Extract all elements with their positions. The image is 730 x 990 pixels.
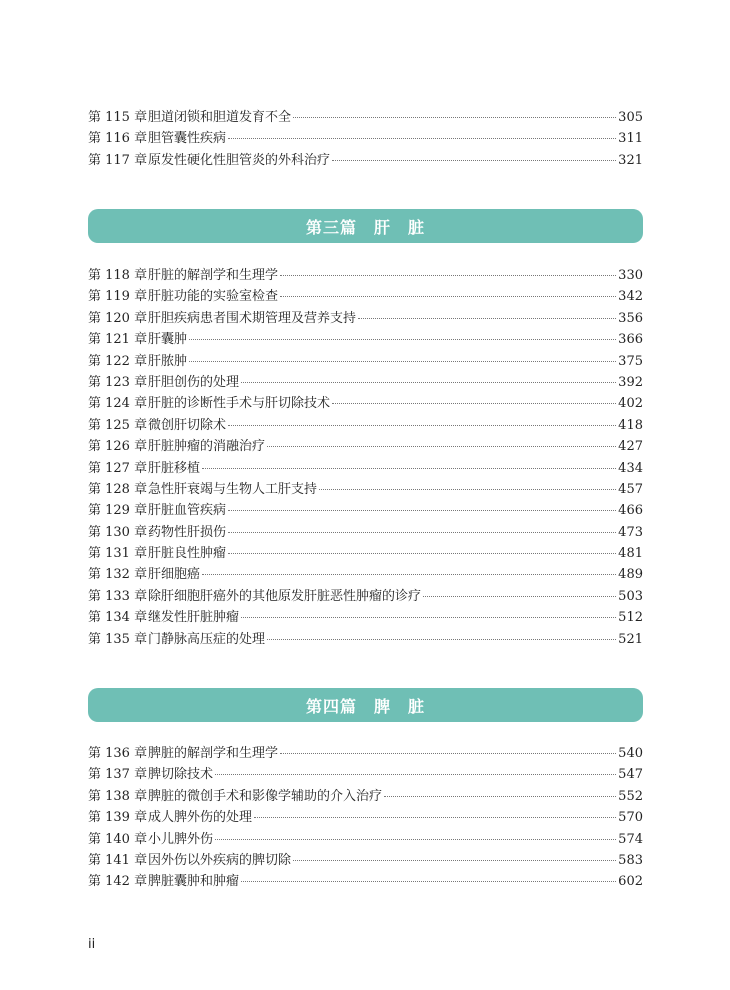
chapter-title: 肝脏的解剖学和生理学 [148, 268, 279, 283]
chapter-number: 第 141 章 [88, 852, 148, 868]
chapter-title: 脾脏囊肿和肿瘤 [148, 874, 240, 890]
leader-dots [319, 489, 616, 490]
toc-block-part-three [88, 265, 643, 650]
chapter-title: 肝脏良性肿瘤 [148, 546, 227, 562]
leader-dots [384, 796, 616, 797]
leader-dots [423, 596, 616, 597]
chapter-number: 第 120 章 [88, 310, 148, 326]
page-number: 366 [618, 332, 643, 348]
chapter-title: 肝脓肿 [148, 353, 188, 369]
chapter-number: 第 129 章 [88, 503, 148, 519]
chapter-number: 第 133 章 [88, 588, 148, 604]
chapter-title: 肝脏的诊断性手术与肝切除技术 [148, 396, 331, 412]
part-four-banner[interactable]: 第四篇 脾 脏 [88, 688, 643, 722]
page-number: 457 [618, 481, 643, 497]
toc-entry[interactable] [88, 150, 643, 171]
page-number: 512 [618, 610, 643, 626]
chapter-title: 小儿脾外伤 [148, 831, 214, 847]
chapter-number: 第 139 章 [88, 810, 148, 826]
page-number: 540 [618, 746, 643, 761]
chapter-number: 第 116 章 [88, 131, 148, 147]
toc-entry[interactable] [88, 564, 643, 585]
page-number: 481 [618, 546, 643, 562]
chapter-title: 肝胆创伤的处理 [148, 374, 240, 390]
chapter-title: 肝脏血管疾病 [148, 503, 227, 519]
chapter-title: 脾脏的微创手术和影像学辅助的介入治疗 [148, 788, 383, 804]
toc-entry[interactable] [88, 393, 643, 414]
page-number: 321 [618, 152, 643, 168]
page-number: 570 [618, 810, 643, 826]
chapter-number: 第 127 章 [88, 460, 148, 476]
chapter-number: 第 140 章 [88, 831, 148, 847]
chapter-number: 第 121 章 [88, 332, 148, 348]
leader-dots [241, 881, 616, 882]
leader-dots [280, 753, 616, 754]
toc-entry[interactable] [88, 128, 643, 149]
toc-entry[interactable] [88, 479, 643, 500]
chapter-title: 肝细胞癌 [148, 567, 201, 583]
part-three-banner[interactable]: 第三篇 肝 脏 [88, 209, 643, 243]
toc-entry[interactable] [88, 308, 643, 329]
leader-dots [254, 817, 616, 818]
chapter-number: 第 131 章 [88, 546, 148, 562]
chapter-number: 第 128 章 [88, 481, 148, 497]
page-number: 574 [618, 831, 643, 847]
page-number: 392 [618, 374, 643, 390]
leader-dots [189, 361, 616, 362]
chapter-number: 第 136 章 [88, 746, 148, 761]
chapter-number: 第 134 章 [88, 610, 148, 626]
toc-entry[interactable] [88, 458, 643, 479]
chapter-number: 第 115 章 [88, 110, 148, 125]
toc-entry[interactable] [88, 850, 643, 871]
chapter-number: 第 138 章 [88, 788, 148, 804]
toc-entry[interactable] [88, 286, 643, 307]
page-number: 427 [618, 439, 643, 455]
chapter-number: 第 126 章 [88, 439, 148, 455]
toc-entry[interactable] [88, 107, 643, 128]
page-number: 583 [618, 852, 643, 868]
chapter-title: 药物性肝损伤 [148, 524, 227, 540]
chapter-number: 第 124 章 [88, 396, 148, 412]
page-number: 473 [618, 524, 643, 540]
toc-entry[interactable] [88, 415, 643, 436]
chapter-number: 第 118 章 [88, 268, 148, 283]
leader-dots [228, 510, 616, 511]
leader-dots [215, 839, 616, 840]
leader-dots [189, 339, 616, 340]
page-number: 547 [618, 767, 643, 783]
page-number: 489 [618, 567, 643, 583]
toc-entry[interactable] [88, 372, 643, 393]
chapter-title: 成人脾外伤的处理 [148, 810, 253, 826]
toc-entry[interactable] [88, 329, 643, 350]
page-number: 402 [618, 396, 643, 412]
leader-dots [228, 553, 616, 554]
leader-dots [332, 160, 616, 161]
page-number: 418 [618, 417, 643, 433]
leader-dots [332, 403, 616, 404]
leader-dots [202, 574, 616, 575]
chapter-title: 除肝细胞肝癌外的其他原发肝脏恶性肿瘤的诊疗 [148, 588, 422, 604]
toc-entry[interactable] [88, 543, 643, 564]
toc-entry[interactable] [88, 522, 643, 543]
chapter-title: 肝胆疾病患者围术期管理及营养支持 [148, 310, 357, 326]
leader-dots [358, 318, 616, 319]
page-number: 466 [618, 503, 643, 519]
leader-dots [228, 425, 616, 426]
chapter-title: 肝脏功能的实验室检查 [148, 289, 279, 305]
page-number: 375 [618, 353, 643, 369]
page-number: 356 [618, 310, 643, 326]
chapter-title: 因外伤以外疾病的脾切除 [148, 852, 292, 868]
leader-dots [202, 468, 616, 469]
chapter-number: 第 117 章 [88, 152, 148, 168]
toc-entry[interactable] [88, 786, 643, 807]
chapter-title: 脾脏的解剖学和生理学 [148, 746, 279, 761]
toc-entry[interactable] [88, 807, 643, 828]
leader-dots [267, 446, 616, 447]
page-number: 342 [618, 289, 643, 305]
leader-dots [228, 532, 616, 533]
toc-entry[interactable] [88, 764, 643, 785]
toc-entry[interactable] [88, 743, 643, 764]
chapter-number: 第 125 章 [88, 417, 148, 433]
toc-entry[interactable] [88, 607, 643, 628]
chapter-title: 肝囊肿 [148, 332, 188, 348]
chapter-title: 继发性肝脏肿瘤 [148, 610, 240, 626]
leader-dots [267, 639, 616, 640]
leader-dots [280, 296, 616, 297]
toc-entry[interactable] [88, 829, 643, 850]
chapter-title: 原发性硬化性胆管炎的外科治疗 [148, 152, 331, 168]
toc-entry[interactable] [88, 629, 643, 650]
page-number: 330 [618, 268, 643, 283]
chapter-title: 微创肝切除术 [148, 417, 227, 433]
page-number: 434 [618, 460, 643, 476]
toc-entry[interactable] [88, 500, 643, 521]
toc-entry[interactable] [88, 586, 643, 607]
leader-dots [293, 117, 616, 118]
page-number: 521 [618, 631, 643, 647]
page-number: 602 [618, 874, 643, 890]
chapter-title: 肝脏肿瘤的消融治疗 [148, 439, 266, 455]
page-number: 311 [618, 131, 643, 147]
chapter-number: 第 137 章 [88, 767, 148, 783]
toc-block-part-four [88, 743, 643, 893]
chapter-title: 胆管囊性疾病 [148, 131, 227, 147]
toc-entry[interactable] [88, 351, 643, 372]
toc-entry[interactable] [88, 265, 643, 286]
page-number: 503 [618, 588, 643, 604]
chapter-title: 门静脉高压症的处理 [148, 631, 266, 647]
page-number: 552 [618, 788, 643, 804]
chapter-number: 第 142 章 [88, 874, 148, 890]
chapter-number: 第 122 章 [88, 353, 148, 369]
page-number: 305 [618, 110, 643, 125]
chapter-number: 第 119 章 [88, 289, 148, 305]
leader-dots [293, 860, 616, 861]
leader-dots [280, 275, 616, 276]
toc-entry[interactable] [88, 871, 643, 892]
chapter-number: 第 123 章 [88, 374, 148, 390]
leader-dots [241, 617, 616, 618]
leader-dots [215, 774, 616, 775]
footer-page-label: ii [88, 937, 96, 952]
toc-block-continued [88, 107, 643, 171]
chapter-title: 肝脏移植 [148, 460, 201, 476]
chapter-number: 第 135 章 [88, 631, 148, 647]
leader-dots [241, 382, 616, 383]
chapter-title: 急性肝衰竭与生物人工肝支持 [148, 481, 318, 497]
chapter-number: 第 130 章 [88, 524, 148, 540]
leader-dots [228, 138, 616, 139]
chapter-title: 脾切除技术 [148, 767, 214, 783]
toc-entry[interactable] [88, 436, 643, 457]
chapter-title: 胆道闭锁和胆道发育不全 [148, 110, 292, 125]
chapter-number: 第 132 章 [88, 567, 148, 583]
